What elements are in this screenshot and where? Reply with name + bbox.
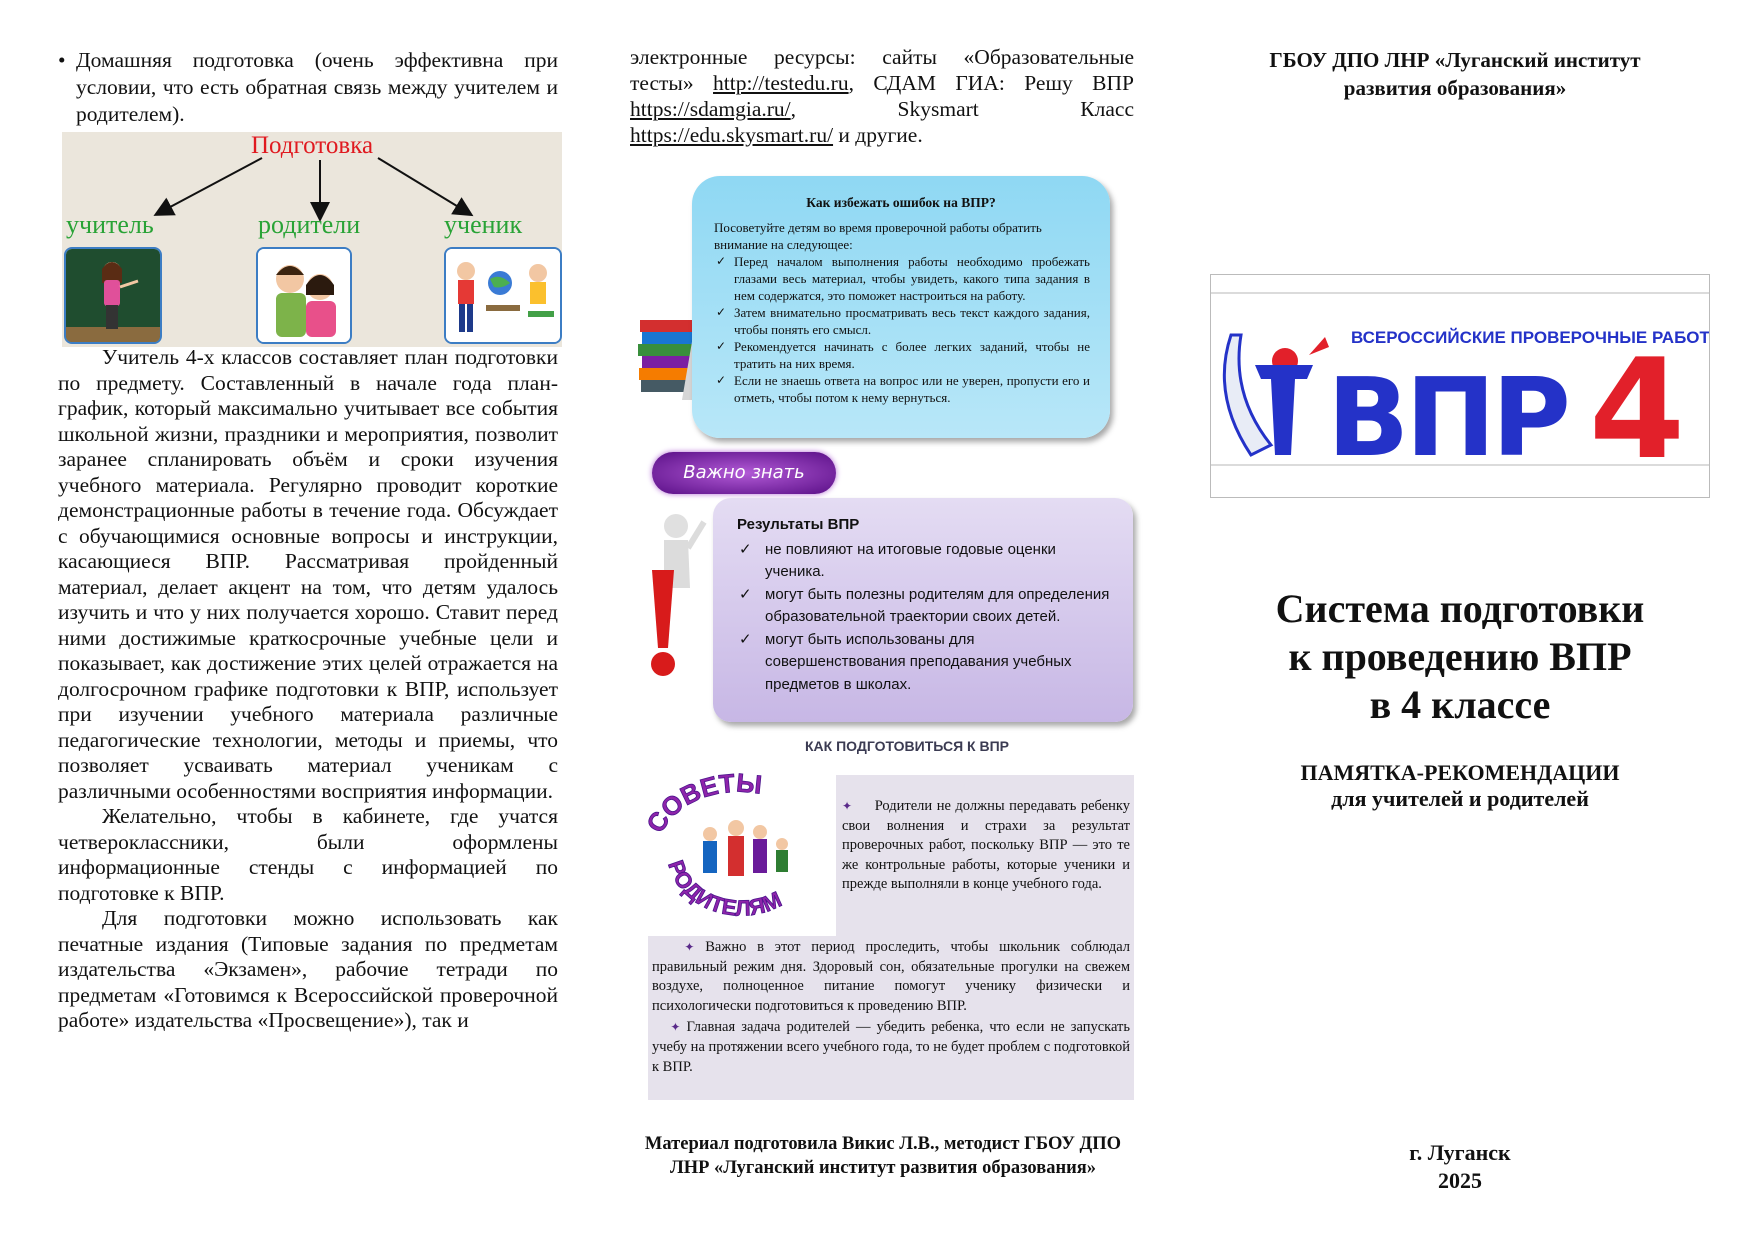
tips-list (692, 253, 1110, 406)
preparation-diagram (62, 132, 562, 347)
author-credit: Материал подготовила Викис Л.В., методист ГБОУ ДПО ЛНР «Луганский институт развития образования» (644, 1134, 1122, 1178)
link-sdamgia[interactable]: https://sdamgia.ru/ (630, 97, 791, 121)
memo-subtitle (1200, 760, 1720, 812)
memo-line-1: ПАМЯТКА-РЕКОМЕНДАЦИИ (1300, 760, 1620, 785)
links-text-1: электронные ресурсы: сайты «Образовательные тесты» (630, 45, 1134, 95)
teacher-plan-paragraph: Учитель 4-х классов составляет план подготовки по предмету. Составленный в начале года план-график, который максимально учитывает все события школьной жизни, праздники и мероприятия, позволит заранее спланировать объём и сроки изучения учебного материала. Регулярно проводит короткие демонстрационные работы в течение года. Обсуждает с обучающимися основные вопросы и инструкции, касающиеся ВПР. Рассматривая пройденный материал, делает акцент на том, что детям удалось изучить и что у них получается хорошо. Ставит перед ними достижимые краткосрочные учебные цели и показывает, как достижение этих целей отражается на долгосрочном графике подготовки к ВПР, использует при изучении учебного материала различные педагогические технологии, методы и приемы, что позволяет усваивать материал ученикам с различными особенностями восприятия информации. (58, 345, 558, 803)
city: г. Луганск (1409, 1140, 1511, 1165)
arrow-bullet-icon: ✦ (684, 940, 695, 954)
resources-links (630, 44, 1134, 148)
emblem-top-text: СОВЕТЫ (640, 772, 764, 838)
teacher-picture (64, 247, 162, 344)
main-title (1200, 585, 1720, 729)
tips-box (692, 176, 1110, 438)
howto-heading: КАК ПОДГОТОВИТЬСЯ К ВПР (804, 738, 1009, 754)
home-prep-bullet (58, 47, 558, 128)
home-prep-text: Домашняя подготовка (очень эффективна при условии, что есть обратная связь между учителем и родителем). (76, 48, 558, 126)
important-badge: Важно знать (652, 452, 836, 494)
tips-title: Как избежать ошибок на ВПР? (806, 195, 996, 210)
label-teacher: учитель (66, 210, 154, 239)
links-text-2: , СДАМ ГИА: Решу ВПР (848, 71, 1135, 95)
bullet-dot-icon: • (58, 48, 66, 72)
advice-3: Главная задача родителей — убедить ребенка, что если не запускать учебу на протяжении всего учебного года, то не будет проблем с подготовкой к ВПР. (652, 1019, 1131, 1075)
advice-2: Важно в этот период проследить, чтобы школьник соблюдал правильный режим дня. Здоровый сон, обязательные прогулки на свежем воздухе, полноценное питание помогут ученику физически и психологически подготовиться к проведению ВПР. (652, 939, 1131, 1014)
stands-paragraph: Желательно, чтобы в кабинете, где учатся четвероклассники, были оформлены информационные стенды с информацией по подготовке к ВПР. (58, 804, 558, 905)
svg-text:СОВЕТЫ (640, 772, 763, 838)
logo-main-text: ВПР (1327, 356, 1567, 481)
advice-box-2 (648, 936, 1134, 1100)
arrow-to-teacher (157, 158, 262, 214)
year: 2025 (1438, 1168, 1482, 1193)
parents-picture (256, 247, 352, 344)
advice-box-1 (836, 775, 1134, 938)
left-text-body (58, 345, 558, 1034)
results-box (713, 498, 1133, 722)
links-text-4: и другие. (838, 123, 923, 147)
tips-intro: Посоветуйте детям во время проверочной работы обратить внимание на следующее: (714, 220, 1042, 252)
arrow-to-student (378, 158, 470, 214)
label-student: ученик (444, 210, 523, 239)
city-year (1350, 1139, 1570, 1195)
logo-number: 4 (1589, 329, 1686, 490)
results-list (713, 539, 1133, 697)
organization-name: ГБОУ ДПО ЛНР «Луганский институт развития образования» (1269, 48, 1641, 100)
main-title-line-2: к проведению ВПР (1288, 634, 1632, 679)
results-title: Результаты ВПР (737, 516, 860, 533)
tip-item: ✓ Перед началом выполнения работы необходимо пробежать глазами весь материал, чтобы увидеть, какого типа задания в нем содержатся, это поможет настроиться на работу. (734, 253, 1090, 304)
tip-item: ✓ Рекомендуется начинать с более легких заданий, чтобы не тратить на них время. (734, 338, 1090, 372)
main-title-line-1: Система подготовки (1275, 586, 1645, 631)
links-text-3: , Skysmart Класс (790, 97, 1134, 121)
resources-paragraph: Для подготовки можно использовать как печатные издания (Типовые задания по предметам издательства «Экзамен», рабочие тетради по предметам «Готовимся к Всероссийской проверочной работе» издательства «Просвещение»), так и (58, 906, 558, 1032)
advice-parents-emblem (638, 772, 838, 922)
result-item: ✓ могут быть полезны родителям для определения образовательной траектории своих детей. (765, 584, 1119, 629)
emblem-bottom-text: РОДИТЕЛЯМ (663, 856, 786, 921)
link-skysmart[interactable]: https://edu.skysmart.ru/ (630, 123, 834, 147)
student-picture (444, 247, 562, 344)
logo-top-text: ВСЕРОССИЙСКИЕ ПРОВЕРОЧНЫЕ РАБОТЫ (1351, 328, 1709, 347)
main-title-line-3: в 4 классе (1369, 682, 1551, 727)
exclamation-figure-icon (634, 508, 714, 680)
arrow-bullet-icon: ✦ (842, 799, 853, 813)
memo-line-2: для учителей и родителей (1331, 786, 1589, 811)
link-testedu[interactable]: http://testedu.ru (713, 71, 849, 95)
result-item: ✓ могут быть использованы для совершенствования преподавания учебных предметов в школах. (765, 629, 1119, 697)
tip-item: ✓ Затем внимательно просматривать весь текст каждого задания, чтобы понять его смысл. (734, 304, 1090, 338)
advice-1: Родители не должны передавать ребенку свои волнения и страхи за результат проверочных работ, поскольку ВПР — это те же контрольные работы, которые ученики и прежде выполняли в конце учебного года. (842, 798, 1130, 893)
diagram-title: Подготовка (250, 132, 374, 159)
label-parents: родители (258, 210, 361, 239)
tip-item: ✓ Если не знаешь ответа на вопрос или не уверен, пропусти его и отметь, чтобы потом к нему вернуться. (734, 372, 1090, 406)
vpr4-logo (1210, 274, 1710, 498)
arrow-bullet-icon: ✦ (670, 1020, 681, 1035)
result-item: ✓ не повлияют на итоговые годовые оценки ученика. (765, 539, 1119, 584)
